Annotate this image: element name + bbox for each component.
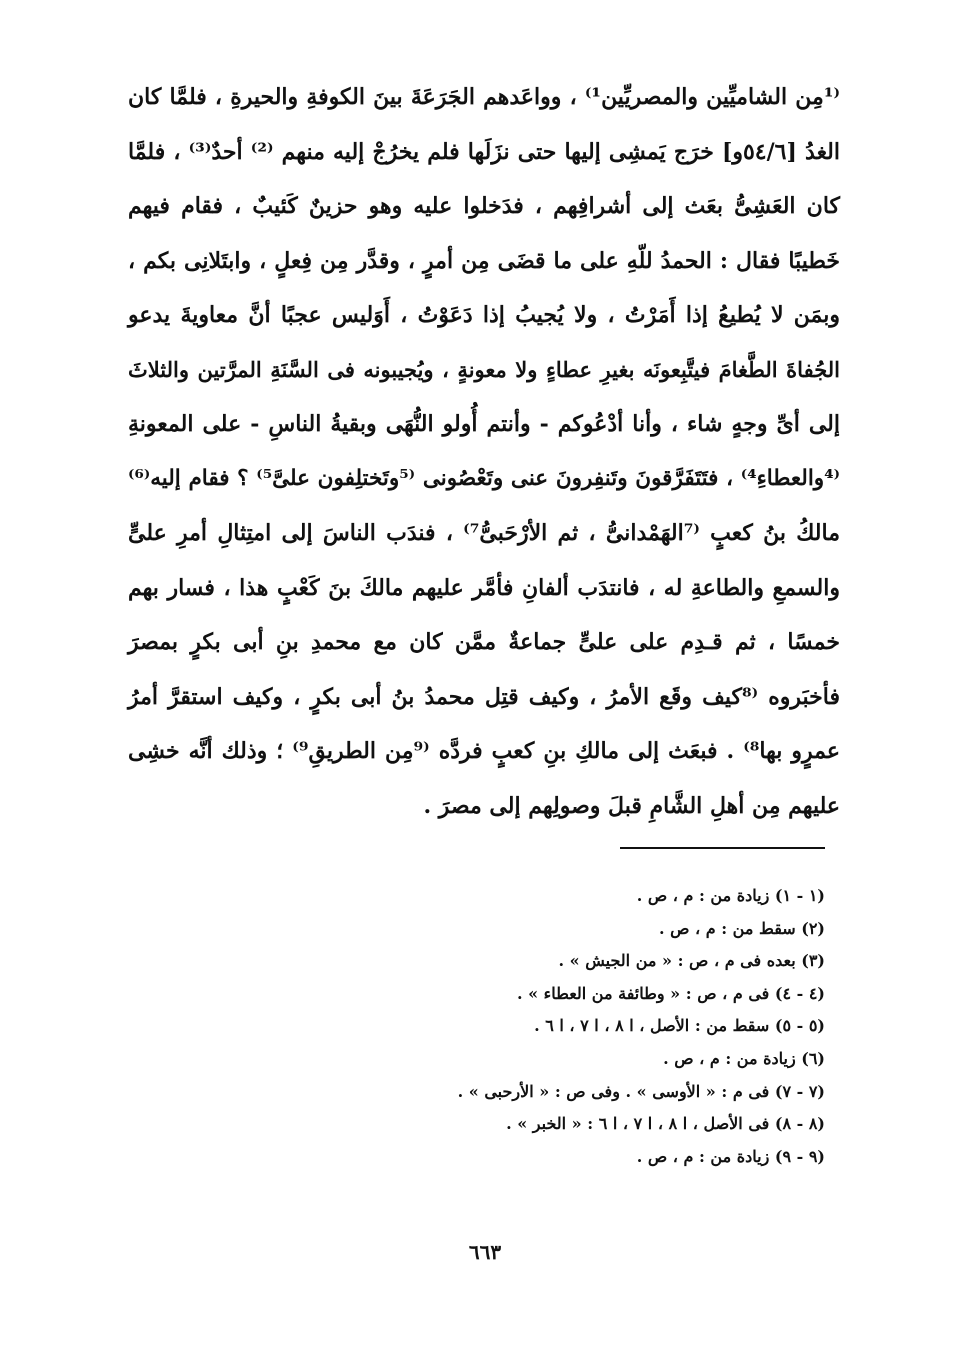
footnotes (300, 880, 825, 1173)
text-line: ⁽¹مِن الشاميِّين والمصريِّين¹⁾ ، وواعَدهم الجَرَعَةَ بينَ الكوفةِ والحيرةِ ، فلمَّا كان (128, 84, 841, 110)
footnote: (٨ - ٨) فى الأصل ، ا ٨ ، ا ٧ ، ا ٦ : « الخبر » . (506, 1114, 825, 1134)
text-line: فأخبَروه ⁽⁸كيف وقَع الأمرُ ، وكيف قتِل محمدُ بنُ أبى بكرٍ ، وكيف استقرَّ أمرُ (128, 683, 840, 710)
text-line: الغدُ [٥٤/٦و] خرَج يَمشِى إليها حتى نزَلَها فلم يخرُجْ إليه منهم ⁽²⁾ أحدٌ⁽³⁾ ، فلمَّا (128, 138, 840, 165)
main-text (128, 70, 840, 833)
text-line: الجُفاةَ الطَّغامَ فيتَّبِعونَه بغيرِ عطاءٍ ولا معونةٍ ، ويُجيبونه فى السَّنَةِ المرَّتين والثلاثَ (128, 356, 840, 382)
text-line: كان العَشِىُّ بعَث إلى أشرافِهم ، فدَخلوا عليه وهو حزينٌ كَئيبٌ ، فقام فيهم (128, 193, 840, 219)
footnote: (٥ - ٥) سقط من : الأصل ، ا ٨ ، ا ٧ ، ا ٦ . (534, 1016, 825, 1036)
footnote: (٦) زيادة من : م ، ص . (663, 1048, 825, 1068)
text-line: مالكُ بنُ كعبٍ ⁽⁷الهَمْدانىُّ ، ثم الأرْحَبىُّ⁷⁾ ، فندَب الناسَ إلى امتِثالِ أمرِ علىٍّ (128, 520, 841, 546)
text-line: وبمَن لا يُطيعُ إذا أَمَرْتُ ، ولا يُجيبُ إذا دَعَوْتُ ، أَوَليس عجبًا أنَّ معاويةَ يدعو (128, 302, 840, 328)
text-line: إلى أىِّ وجهٍ شاء ، وأنا أدْعُوكم - وأنتم أُولو النُّهَى وبقيةُ الناسِ - على المعونةِ (128, 411, 840, 437)
footnote: (٤ - ٤) فى م ، ص : « وطائفة من العطاء » . (516, 983, 825, 1003)
text-line: والسمعِ والطاعةِ له ، فانتدَب ألفانِ فأمَّر عليهم مالكَ بنَ كَعْبٍ هذا ، فسار بهم (128, 574, 840, 601)
footnote-separator (620, 847, 825, 849)
footnote: (٧ - ٧) فى م : « الأوسى » . وفى ص : « الأرحبى » . (457, 1081, 825, 1101)
text-line: خمسًا ، ثم قـدِم على علىٍّ جماعةٌ ممَّن كان مع محمدِ بنِ أبى بكرٍ بمصرَ (128, 629, 840, 655)
text-line: ⁽⁴والعطاءِ⁴⁾ ، فتَتَفَرَّقونَ وتَنفِرونَ عنى وتَعْصُونى ⁽⁵وتَختلِفون علىَّ⁵⁾ ؟ فقام إليه⁽⁶⁾ (128, 465, 841, 491)
footnote: (٢) سقط من : م ، ص . (658, 918, 825, 938)
text-line: عمرٍو بها⁸⁾ . فبعَث إلى مالكِ بنِ كعبٍ فردَّه ⁽⁹مِن الطريقِ⁹⁾ ؛ وذلك أنَّه خشِى (128, 738, 840, 764)
footnote: (١ - ١) زيادة من : م ، ص . (636, 886, 825, 905)
text-line: عليهم مِن أهلِ الشَّامِ قبلَ وصولِهم إلى مصرَ . (423, 792, 840, 819)
text-line: خَطيبًا فقال : الحمدُ للّهِ على ما قضَى مِن أمرٍ ، وقدَّر مِن فِعلٍ ، وابتَلانِى بكم ، (128, 247, 840, 274)
page-number: ٦٦٣ (468, 1240, 502, 1264)
footnote: (٩ - ٩) زيادة من : م ، ص . (636, 1146, 825, 1166)
footnote: (٣) بعده فى م ، ص : « من الجيش » . (558, 951, 825, 971)
